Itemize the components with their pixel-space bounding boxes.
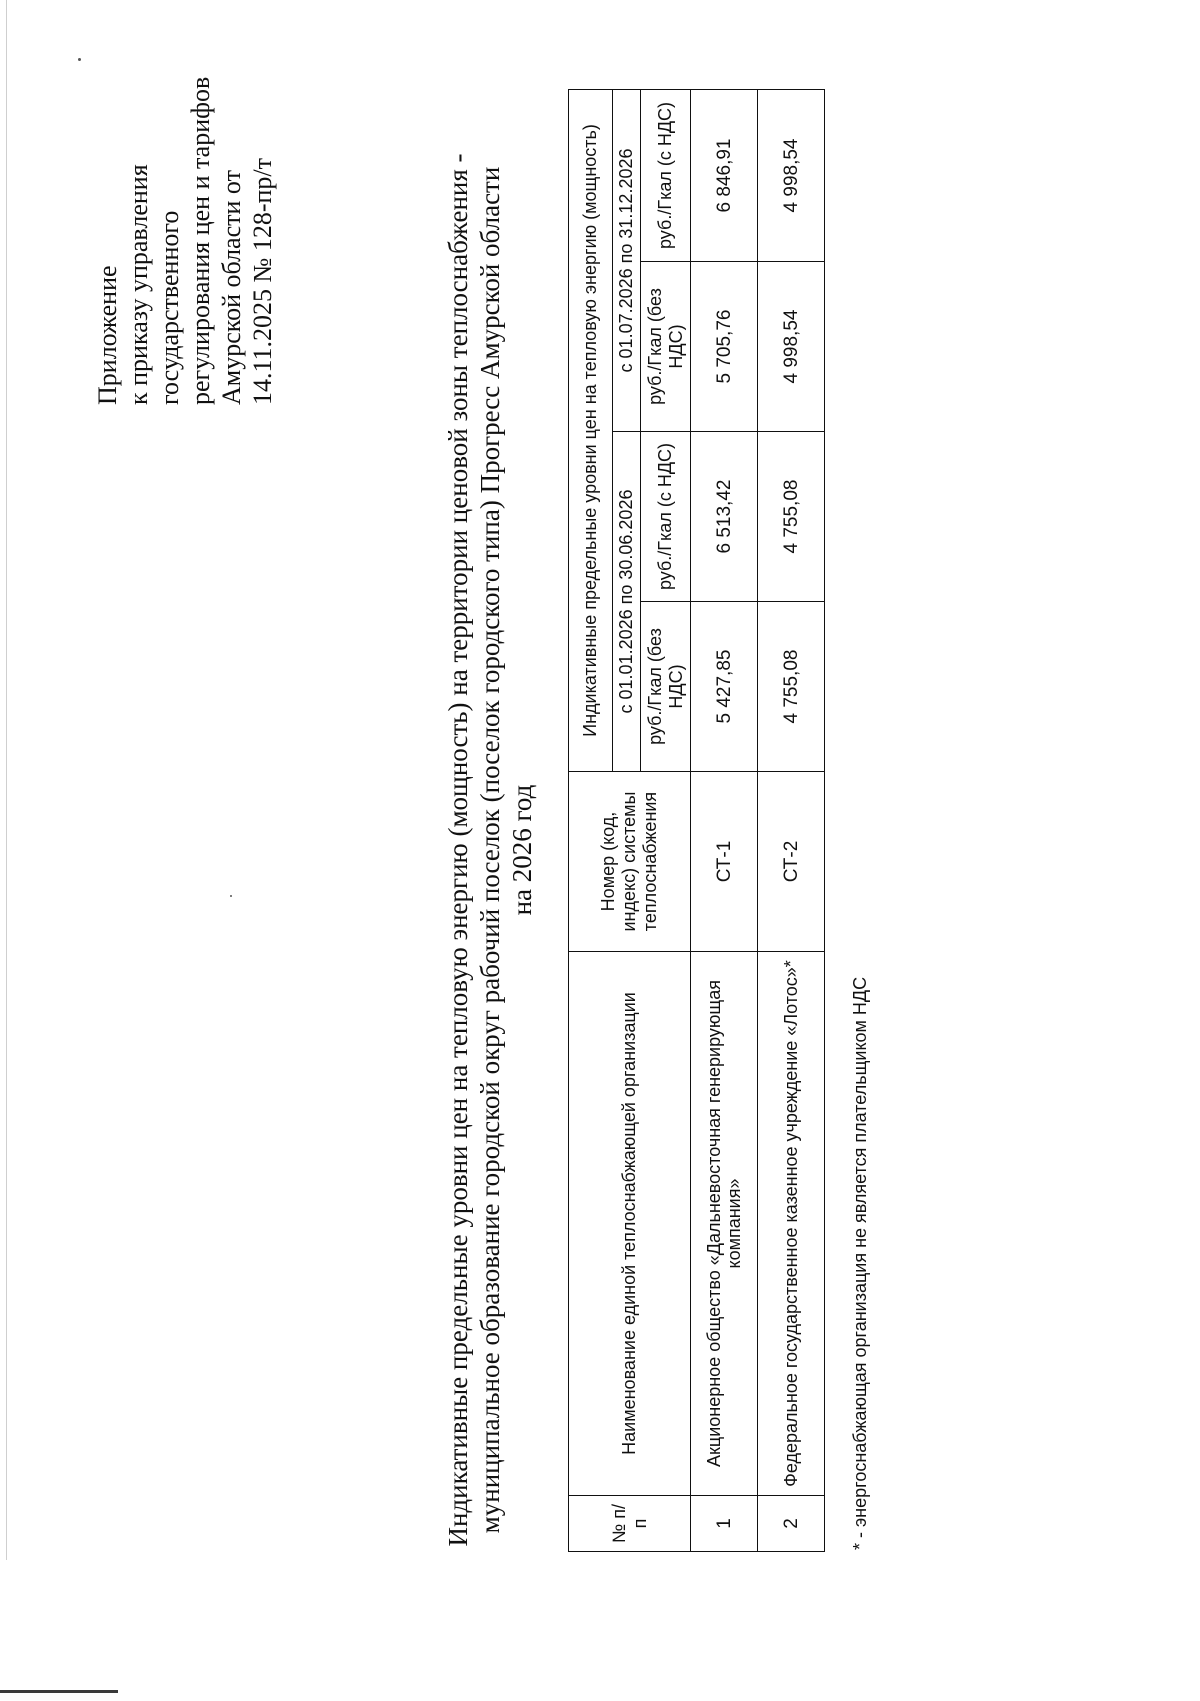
appendix-line: к приказу управления xyxy=(124,164,153,405)
header-unit-no-vat: руб./Гкал (без НДС) xyxy=(641,602,691,772)
appendix-line: Приложение xyxy=(93,265,122,405)
row-price-p1-no-vat: 4 755,08 xyxy=(758,602,825,772)
appendix-line: государственного xyxy=(155,210,184,405)
header-system-code: Номер (код, индекс) системы теплоснабжения xyxy=(569,772,691,952)
row-organization: Федеральное государственное казенное учреждение «Лотос»* xyxy=(758,952,825,1496)
scan-edge-mark xyxy=(0,1690,118,1693)
rotated-document-page xyxy=(40,70,1080,1630)
appendix-block xyxy=(92,75,278,405)
title-line: на 2026 год xyxy=(507,784,537,916)
row-price-p1-vat: 4 755,08 xyxy=(758,432,825,602)
row-system-code: СТ-2 xyxy=(758,772,825,952)
row-number: 2 xyxy=(758,1496,825,1552)
header-unit-vat: руб./Гкал (с НДС) xyxy=(641,432,691,602)
header-unit-vat: руб./Гкал (с НДС) xyxy=(641,89,691,261)
header-price-group: Индикативные предельные уровни цен на тепловую энергию (мощность) xyxy=(569,89,613,771)
row-number: 1 xyxy=(691,1496,758,1552)
appendix-line: регулирования цен и тарифов xyxy=(186,76,215,405)
header-organization: Наименование единой теплоснабжающей организации xyxy=(569,952,691,1496)
header-number: № п/п xyxy=(569,1496,691,1552)
title-line: Индикативные предельные уровни цен на тепловую энергию (мощность) на территории ценовой зоны теплоснабжения - xyxy=(443,153,473,1547)
scan-speck xyxy=(78,58,81,61)
appendix-line: 14.11.2025 № 128-пр/т xyxy=(248,158,277,405)
row-price-p2-vat: 4 998,54 xyxy=(758,89,825,261)
row-price-p2-vat: 6 846,91 xyxy=(691,89,758,261)
table-row xyxy=(691,89,758,1551)
scan-edge xyxy=(6,0,7,1560)
row-price-p1-vat: 6 513,42 xyxy=(691,432,758,602)
row-price-p2-no-vat: 5 705,76 xyxy=(691,262,758,432)
header-period-1: с 01.01.2026 по 30.06.2026 xyxy=(613,432,641,772)
price-table xyxy=(568,89,825,1552)
footnote: * - энергоснабжающая организация не является плательщиком НДС xyxy=(850,976,870,1550)
header-unit-no-vat: руб./Гкал (без НДС) xyxy=(641,262,691,432)
table-row xyxy=(758,89,825,1551)
row-organization: Акционерное общество «Дальневосточная генерирующая компания» xyxy=(691,952,758,1496)
appendix-line: Амурской области от xyxy=(217,170,246,405)
title-line: муниципальное образование городской округ рабочий поселок (поселок городского типа) Прогресс Амурской области xyxy=(475,166,505,1534)
row-system-code: СТ-1 xyxy=(691,772,758,952)
header-period-2: с 01.07.2026 по 31.12.2026 xyxy=(613,89,641,431)
row-price-p2-no-vat: 4 998,54 xyxy=(758,262,825,432)
document-title xyxy=(442,130,538,1570)
row-price-p1-no-vat: 5 427,85 xyxy=(691,602,758,772)
